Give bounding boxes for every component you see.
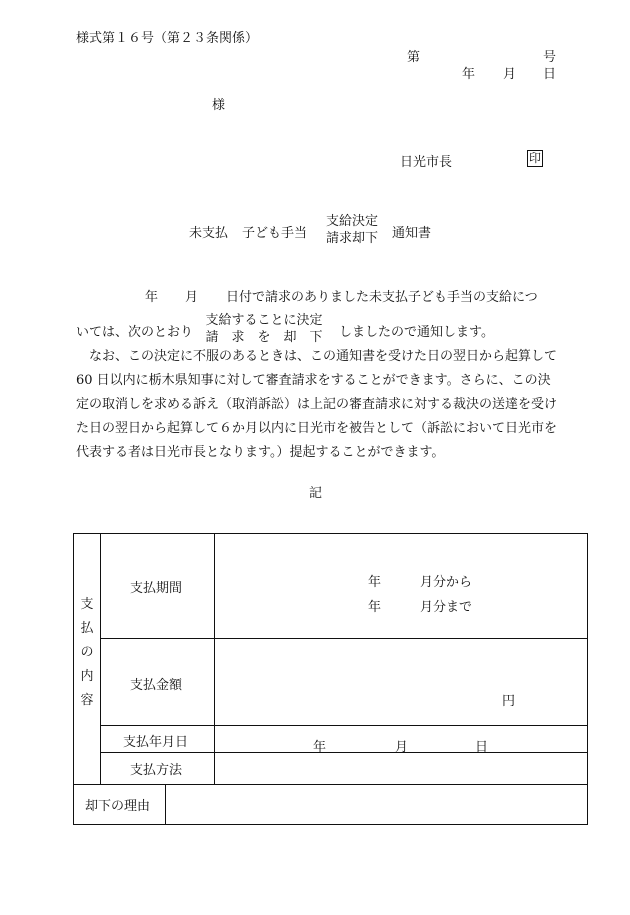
- record-heading: 記: [309, 486, 323, 501]
- group-label-char: 支: [80, 597, 94, 612]
- period-to: 年 月分まで: [368, 600, 473, 615]
- group-label-char: 容: [80, 693, 94, 708]
- title-part1: 未支払: [189, 226, 229, 241]
- doc-number-prefix: 第: [407, 50, 421, 65]
- period-label: 支払期間: [130, 581, 183, 596]
- recipient-honorific: 様: [212, 98, 226, 113]
- payment-details-table: [73, 533, 588, 825]
- issuer-name: 日光市長: [400, 155, 453, 170]
- body-month: 月: [185, 290, 199, 305]
- body-line1: 日付で請求のありました未支払子ども手当の支給につ: [226, 290, 538, 305]
- body-option-reject: 請 求 を 却 下: [205, 330, 323, 345]
- title-options: [322, 213, 382, 247]
- payment-date-month: 月: [395, 740, 409, 755]
- payment-content-label: [73, 593, 101, 713]
- title-option-reject: 請求却下: [325, 231, 378, 246]
- group-label-char: 払: [80, 621, 94, 636]
- appeal-notice-paragraph: なお、この決定に不服のあるときは、この通知書を受けた日の翌日から起算して 60 日以内に栃木県知事に対して審査請求をすることができます。さらに、この決定の取消しを求める訴え（取消訴訟）は上記の審査請求に対する裁決の送達を受けた日の翌日から起算して６か月以内に日光市を被告として（訴訟において日光市を代表する者は日光市長となります。）提起することができます。: [76, 349, 558, 460]
- payment-date-year: 年: [313, 740, 327, 755]
- payment-date-day: 日: [475, 740, 489, 755]
- payment-method-label: 支払方法: [130, 763, 183, 778]
- amount-label: 支払金額: [130, 678, 183, 693]
- amount-unit: 円: [502, 694, 516, 709]
- title-part2: 子ども手当: [242, 226, 308, 241]
- period-from: 年 月分から: [368, 575, 473, 590]
- official-seal: [527, 150, 543, 167]
- payment-date-label: 支払年月日: [123, 735, 189, 750]
- seal-mark: 印: [529, 151, 542, 165]
- body-option-grant: 支給することに決定: [205, 313, 323, 328]
- body-year: 年: [145, 290, 159, 305]
- doc-number-suffix: 号: [543, 50, 557, 65]
- issue-date-month: 月: [503, 67, 517, 82]
- group-label-char: の: [80, 645, 94, 660]
- issue-date-day: 日: [543, 67, 557, 82]
- rejection-reason-label: 却下の理由: [85, 799, 151, 814]
- title-option-grant: 支給決定: [325, 214, 378, 229]
- issue-date-year: 年: [462, 67, 476, 82]
- title-part3: 通知書: [392, 226, 432, 241]
- form-number: 様式第１６号（第２３条関係）: [76, 31, 259, 46]
- group-label-char: 内: [80, 669, 94, 684]
- body-line2-options: [200, 312, 328, 346]
- body-line2-suffix: しましたので通知します。: [339, 325, 494, 340]
- body-line2-prefix: いては、次のとおり: [76, 325, 194, 340]
